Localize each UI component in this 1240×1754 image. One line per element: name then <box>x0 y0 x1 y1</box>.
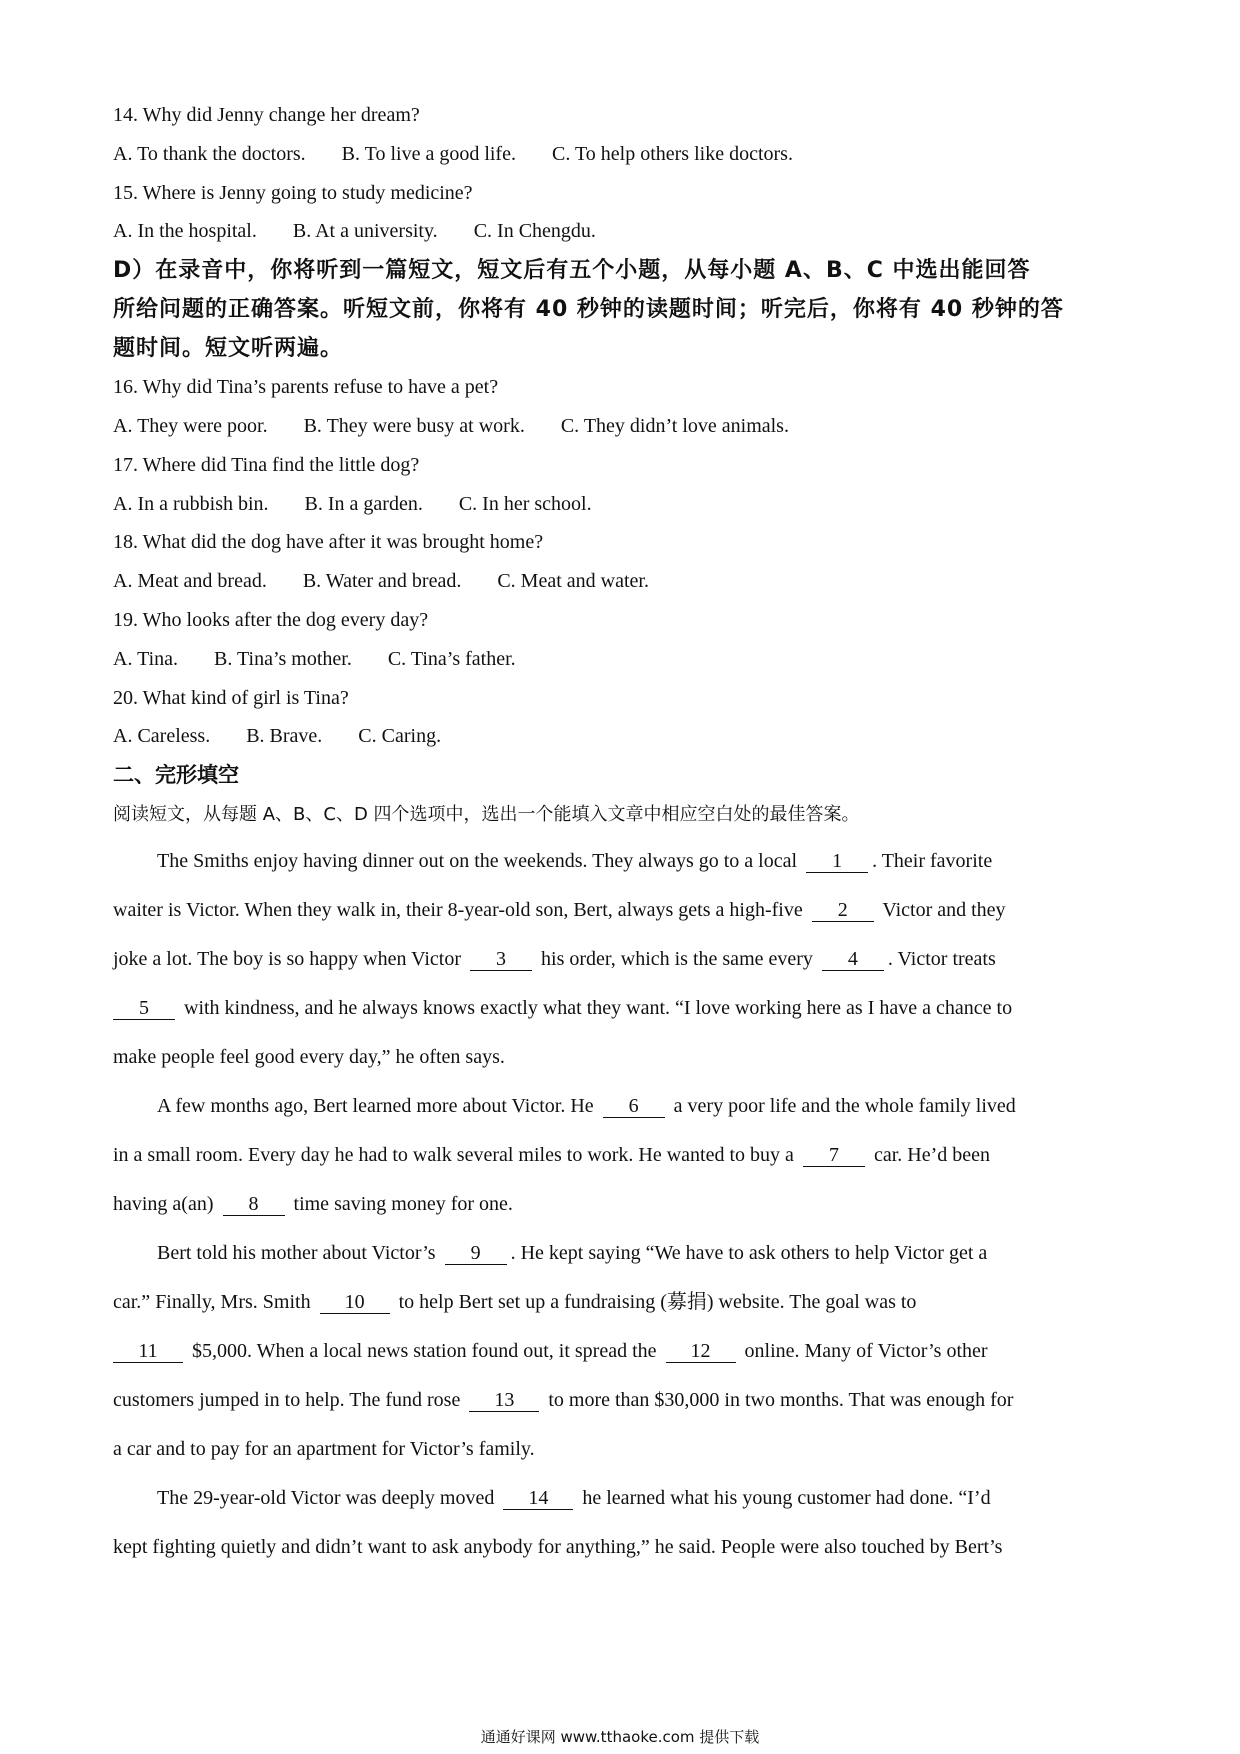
question-19-options <box>113 640 1133 679</box>
instruction-line: D）在录音中，你将听到一篇短文，短文后有五个小题，从每小题 A、B、C 中选出能回答 <box>113 258 1031 284</box>
instruction-line: 题时间。短文听两遍。 <box>113 336 344 362</box>
passage-text: . Victor treats <box>887 948 996 971</box>
section-title: 二、完形填空 <box>113 763 239 788</box>
blank-8: 8 <box>223 1193 285 1216</box>
passage-text: A few months ago, Bert learned more about Victor. He <box>157 1095 594 1118</box>
passage-text: joke a lot. The boy is so happy when Victor <box>113 948 462 971</box>
passage-text: The 29-year-old Victor was deeply moved <box>157 1487 495 1510</box>
passage-line <box>113 1180 1133 1229</box>
blank-5: 5 <box>113 997 175 1020</box>
passage-line: kept fighting quietly and didn’t want to ask anybody for anything,” he said. People were also touched by Bert’s <box>113 1536 1003 1559</box>
section-instruction: 阅读短文，从每题 A、B、C、D 四个选项中，选出一个能填入文章中相应空白处的最佳答案。 <box>113 804 860 826</box>
passage-text: . Their favorite <box>872 850 993 873</box>
passage-text: to more than $30,000 in two months. That was enough for <box>548 1389 1014 1412</box>
passage-line: make people feel good every day,” he often says. <box>113 1046 505 1069</box>
option-a: A. They were poor. <box>113 414 268 437</box>
blank-12: 12 <box>666 1340 736 1363</box>
blank-10: 10 <box>320 1291 390 1314</box>
passage-text: The Smiths enjoy having dinner out on the weekends. They always go to a local <box>157 850 798 873</box>
question-18-options <box>113 562 1133 601</box>
passage-line <box>113 1131 1133 1180</box>
question-17-options <box>113 485 1133 524</box>
option-a: A. Careless. <box>113 725 211 748</box>
passage-text: online. Many of Victor’s other <box>744 1340 988 1363</box>
question-20: 20. What kind of girl is Tina? <box>113 686 349 709</box>
option-c: C. They didn’t love animals. <box>560 414 789 437</box>
passage-line: a car and to pay for an apartment for Victor’s family. <box>113 1438 535 1461</box>
blank-9: 9 <box>445 1242 507 1265</box>
question-18: 18. What did the dog have after it was brought home? <box>113 531 544 554</box>
passage-line <box>113 1376 1133 1425</box>
question-14-options <box>113 135 1133 174</box>
option-a: A. Tina. <box>113 647 179 670</box>
option-a: A. To thank the doctors. <box>113 142 306 165</box>
passage-text: car. He’d been <box>873 1144 990 1167</box>
option-b: B. Water and bread. <box>302 570 462 593</box>
passage-line <box>113 1229 1133 1278</box>
passage-text: a very poor life and the whole family lived <box>673 1095 1016 1118</box>
passage-text: his order, which is the same every <box>541 948 813 971</box>
passage-text: time saving money for one. <box>293 1193 513 1216</box>
passage-text: $5,000. When a local news station found out, it spread the <box>192 1340 657 1363</box>
passage-text: having a(an) <box>113 1193 214 1216</box>
instruction-line: 所给问题的正确答案。听短文前，你将有 40 秒钟的读题时间；听完后，你将有 40 秒钟的答 <box>113 297 1064 323</box>
option-c: C. In Chengdu. <box>473 220 596 243</box>
blank-1: 1 <box>806 850 868 873</box>
passage-text: waiter is Victor. When they walk in, their 8-year-old son, Bert, always gets a high-five <box>113 899 803 922</box>
passage-text: with kindness, and he always knows exactly what they want. “I love working here as I have a chance to <box>184 997 1013 1020</box>
blank-14: 14 <box>503 1487 573 1510</box>
option-a: A. In a rubbish bin. <box>113 492 269 515</box>
option-c: C. To help others like doctors. <box>551 142 793 165</box>
blank-3: 3 <box>470 948 532 971</box>
passage-text: he learned what his young customer had done. “I’d <box>582 1487 991 1510</box>
blank-13: 13 <box>469 1389 539 1412</box>
option-b: B. In a garden. <box>304 492 423 515</box>
question-15-options <box>113 212 1133 251</box>
passage-line <box>113 886 1133 935</box>
option-b: B. Tina’s mother. <box>214 647 352 670</box>
passage-line <box>113 984 1133 1033</box>
passage-text: Victor and they <box>882 899 1006 922</box>
question-16-options <box>113 407 1133 446</box>
blank-11: 11 <box>113 1340 183 1363</box>
option-c: C. Meat and water. <box>497 570 649 593</box>
option-a: A. Meat and bread. <box>113 570 267 593</box>
passage-text: customers jumped in to help. The fund rose <box>113 1389 461 1412</box>
option-b: B. At a university. <box>292 220 438 243</box>
cloze-passage <box>113 837 1133 1572</box>
page-footer: 通通好课网 www.tthaoke.com 提供下载 <box>480 1728 760 1746</box>
option-b: B. They were busy at work. <box>303 414 525 437</box>
passage-text: Bert told his mother about Victor’s <box>157 1242 436 1265</box>
blank-7: 7 <box>803 1144 865 1167</box>
document-content <box>113 96 1133 1572</box>
question-15: 15. Where is Jenny going to study medicine? <box>113 181 473 204</box>
option-c: C. Caring. <box>358 725 442 748</box>
option-c: C. Tina’s father. <box>387 647 516 670</box>
option-c: C. In her school. <box>458 492 592 515</box>
passage-line <box>113 837 1133 886</box>
passage-line <box>113 1278 1133 1327</box>
option-a: A. In the hospital. <box>113 220 257 243</box>
passage-text: . He kept saying “We have to ask others to help Victor get a <box>510 1242 988 1265</box>
passage-line <box>113 1474 1133 1523</box>
passage-text: car.” Finally, Mrs. Smith <box>113 1291 311 1314</box>
section-d-instruction <box>113 251 1133 368</box>
question-16: 16. Why did Tina’s parents refuse to have a pet? <box>113 376 499 399</box>
question-17: 17. Where did Tina find the little dog? <box>113 453 420 476</box>
question-14: 14. Why did Jenny change her dream? <box>113 104 420 126</box>
blank-6: 6 <box>603 1095 665 1118</box>
passage-line <box>113 935 1133 984</box>
blank-4: 4 <box>822 948 884 971</box>
option-b: B. Brave. <box>246 725 323 748</box>
option-b: B. To live a good life. <box>341 142 516 165</box>
passage-line <box>113 1327 1133 1376</box>
passage-line <box>113 1082 1133 1131</box>
blank-2: 2 <box>812 899 874 922</box>
question-20-options <box>113 717 1133 756</box>
question-19: 19. Who looks after the dog every day? <box>113 608 429 631</box>
passage-text: in a small room. Every day he had to walk several miles to work. He wanted to buy a <box>113 1144 794 1167</box>
passage-text: to help Bert set up a fundraising (募捐) website. The goal was to <box>398 1291 917 1314</box>
